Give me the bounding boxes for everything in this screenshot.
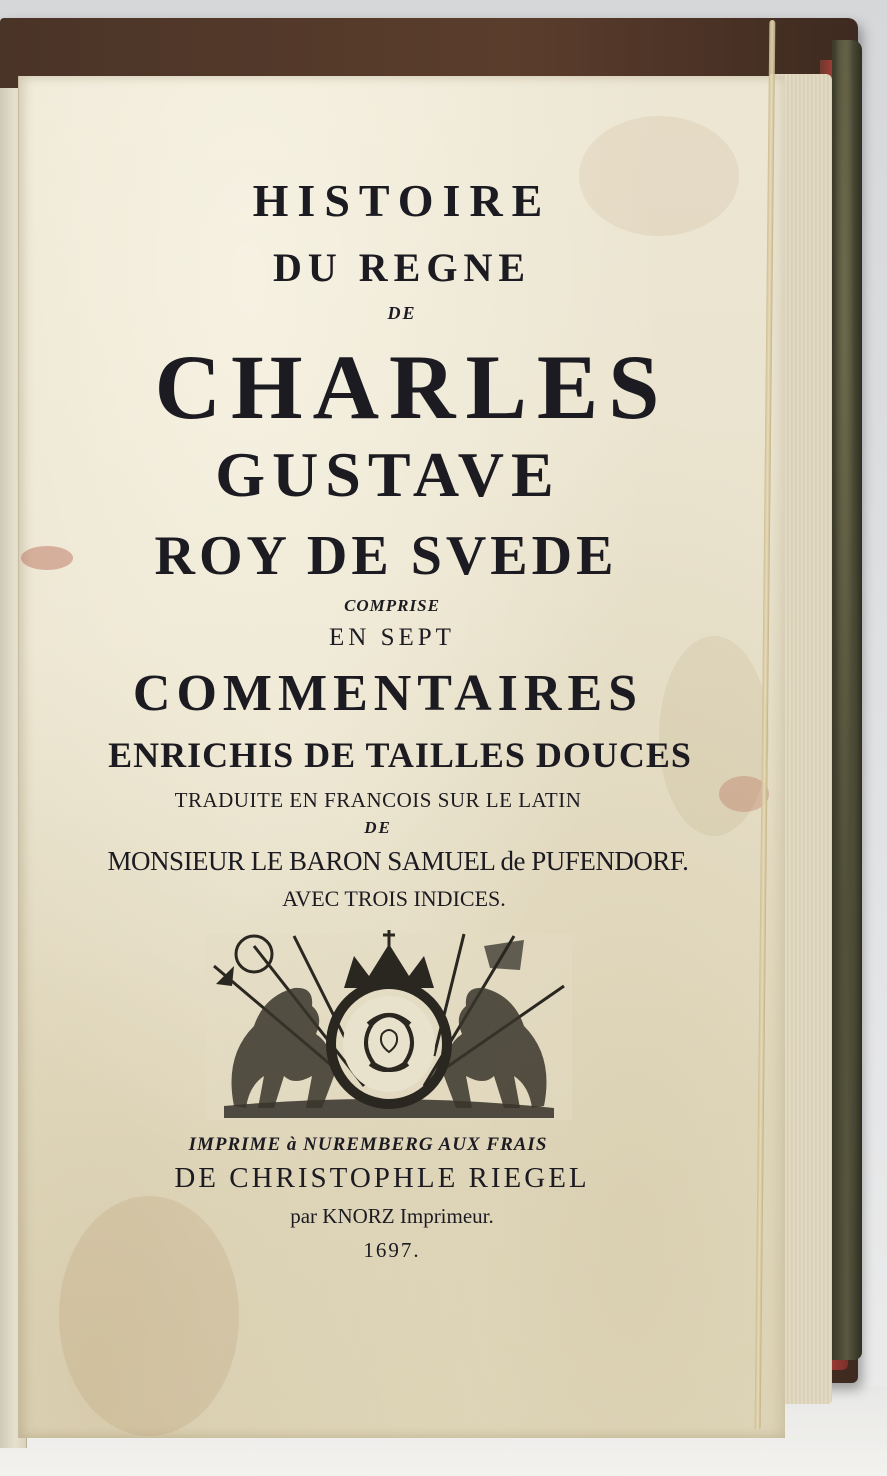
title-line-de-2: DE xyxy=(364,818,392,837)
title-line-commentaires: COMMENTAIRES xyxy=(132,665,644,722)
title-line-comprise: COMPRISE xyxy=(344,596,440,615)
imprint-line-1: IMPRIME à NUREMBERG AUX FRAIS xyxy=(188,1134,548,1155)
title-line-de: DE xyxy=(387,303,417,323)
coat-of-arms-engraving xyxy=(194,926,584,1126)
author-line: MONSIEUR LE BARON SAMUEL de PUFENDORF. xyxy=(107,846,689,876)
publication-year: 1697. xyxy=(363,1238,421,1262)
marbled-cover-edge xyxy=(832,40,862,1360)
title-line-enrichis: ENRICHIS DE TAILLES DOUCES xyxy=(108,735,692,775)
indices-line: AVEC TROIS INDICES. xyxy=(282,886,506,911)
foxing-stain xyxy=(59,1196,239,1436)
title-line-charles: CHARLES xyxy=(154,336,670,438)
title-line-histoire: HISTOIRE xyxy=(252,175,552,226)
title-line-roy-de-svede: ROY DE SVEDE xyxy=(154,525,618,587)
imprint-line-3: par KNORZ Imprimeur. xyxy=(290,1204,494,1228)
imprint-line-2: DE CHRISTOPHLE RIEGEL xyxy=(174,1162,590,1194)
title-line-traduite: TRADUITE EN FRANCOIS SUR LE LATIN xyxy=(174,788,582,812)
title-line-du-regne: DU REGNE xyxy=(272,245,532,290)
title-line-gustave: GUSTAVE xyxy=(215,439,561,510)
title-line-en-sept: EN SEPT xyxy=(329,624,455,651)
title-page xyxy=(18,76,785,1438)
